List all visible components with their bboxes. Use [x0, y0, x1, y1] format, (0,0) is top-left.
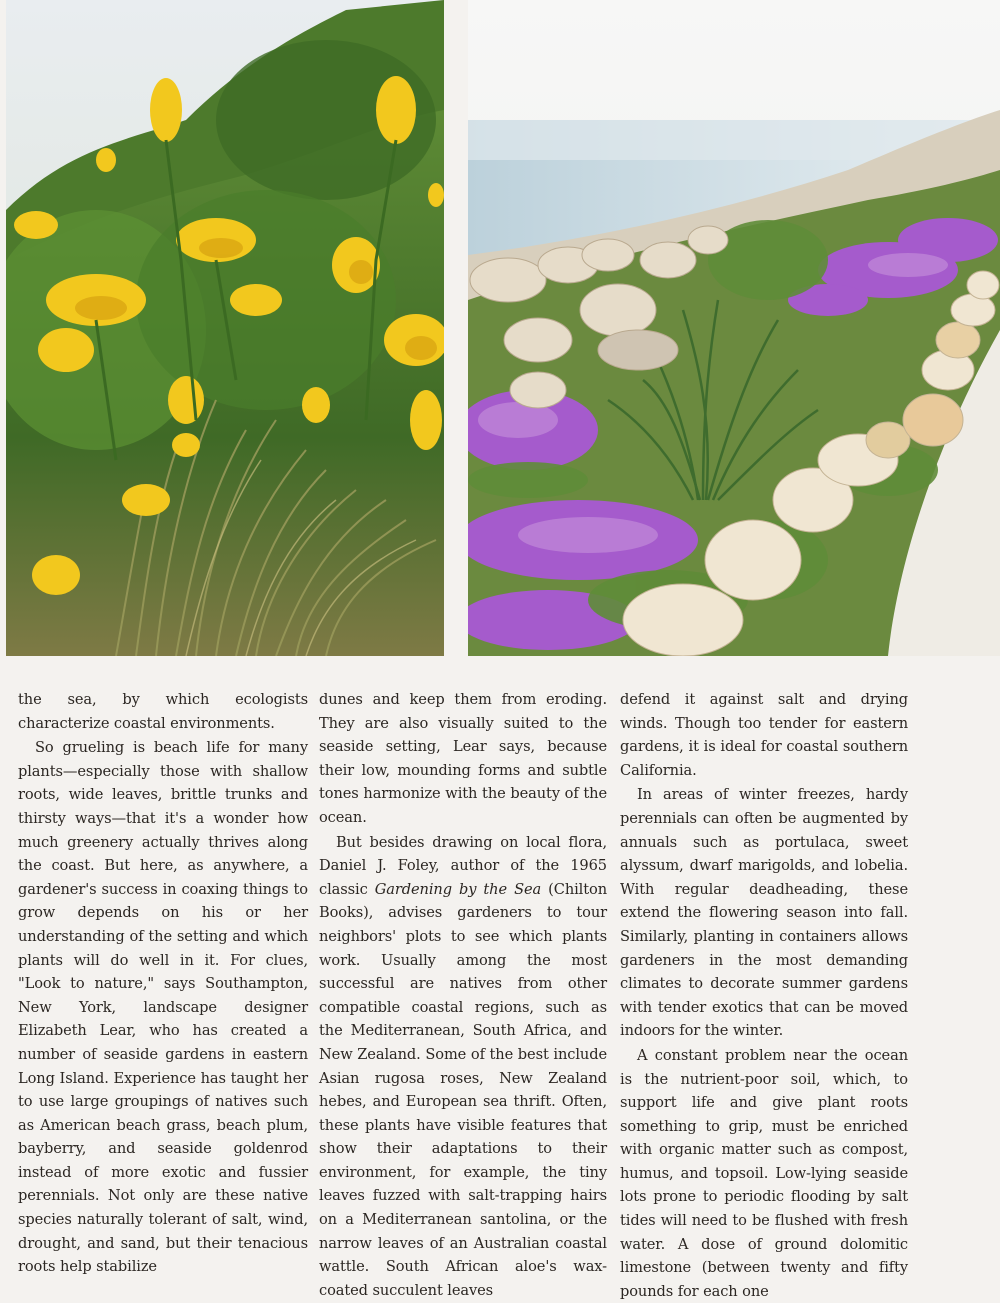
text-run: (Chilton Books), advises gardeners to tour neighbors' plots to see which plants work. Usually among the most successful are natives from other compatible coastal regions, such as the Mediterranean, South Africa, and New Zealand. Some of the best include Asian rugosa roses, New Zealand hebes, and European sea thrift. Often, these plants have visible features that show their adaptations to their environment, for example, the tiny leaves fuzzed with salt-trapping hairs on a Mediterranean santolina, or the narrow leaves of an Australian coastal wattle. South African aloe's wax-coated succulent leaves — [319, 880, 608, 1299]
paragraph — [319, 831, 607, 1303]
paragraph: A constant problem near the ocean is the nutrient-poor soil, which, to support life and give plant roots something to grip, must be enriched with organic matter such as compost, humus, and topsoil. Low-lying seaside lots prone to periodic flooding by salt tides will need to be flushed with fresh water. A dose of ground dolomitic limestone (between twenty and fifty pounds for each one — [620, 1046, 908, 1300]
paragraph: In areas of winter freezes, hardy perennials can often be augmented by annuals such as portulaca, sweet alyssum, dwarf marigolds, and lobelia. With regular deadheading, these extend the flowering season into fall. Similarly, planting in containers allows gardeners in the most demanding climates to decorate summer gardens with tender exotics that can be moved indoors for the winter. — [620, 786, 908, 1040]
paragraph: So grueling is beach life for many plants—especially those with shallow roots, wide leaves, brittle trunks and thirsty ways—that it's a wonder how much greenery actually thrives along the coast. But here, as anywhere, a gardener's success in coaxing things to grow depends on his or her understanding of the setting and which plants will do well in it. For clues, "Look to nature," says Southampton, New York, landscape designer Elizabeth Lear, who has created a number of seaside gardens in eastern Long Island. Experience has taught her to use large groupings of natives such as American beach grass, beach plum, bayberry, and seaside goldenrod instead of more exotic and fussier perennials. Not only are these native species naturally tolerant of salt, wind, drought, and sand, but their tenacious roots help stabilize — [18, 739, 308, 1276]
seaside-rock-garden-icon — [468, 0, 1000, 656]
article-column-2 — [319, 688, 607, 1302]
paragraph: the sea, by which ecologists characterize coastal environments. — [18, 691, 308, 732]
article-column-1 — [18, 688, 308, 1279]
text-run: But besides drawing on local flora, Daniel J. Foley, author of the 1965 classic — [319, 833, 607, 898]
photo-seaside-rock-garden — [468, 0, 1000, 656]
paragraph: dunes and keep them from eroding. They are also visually suited to the seaside setting, Lear says, because their low, mounding forms and subtle tones harmonize with the beauty of the ocean. — [319, 691, 607, 826]
book-title: Gardening by the Sea — [374, 880, 542, 898]
photo-goldenrod — [6, 0, 444, 656]
paragraph: defend it against salt and drying winds. Though too tender for eastern gardens, it is ideal for coastal southern California. — [620, 691, 908, 779]
article-column-3 — [620, 688, 908, 1303]
goldenrod-and-grass-icon — [6, 0, 444, 656]
